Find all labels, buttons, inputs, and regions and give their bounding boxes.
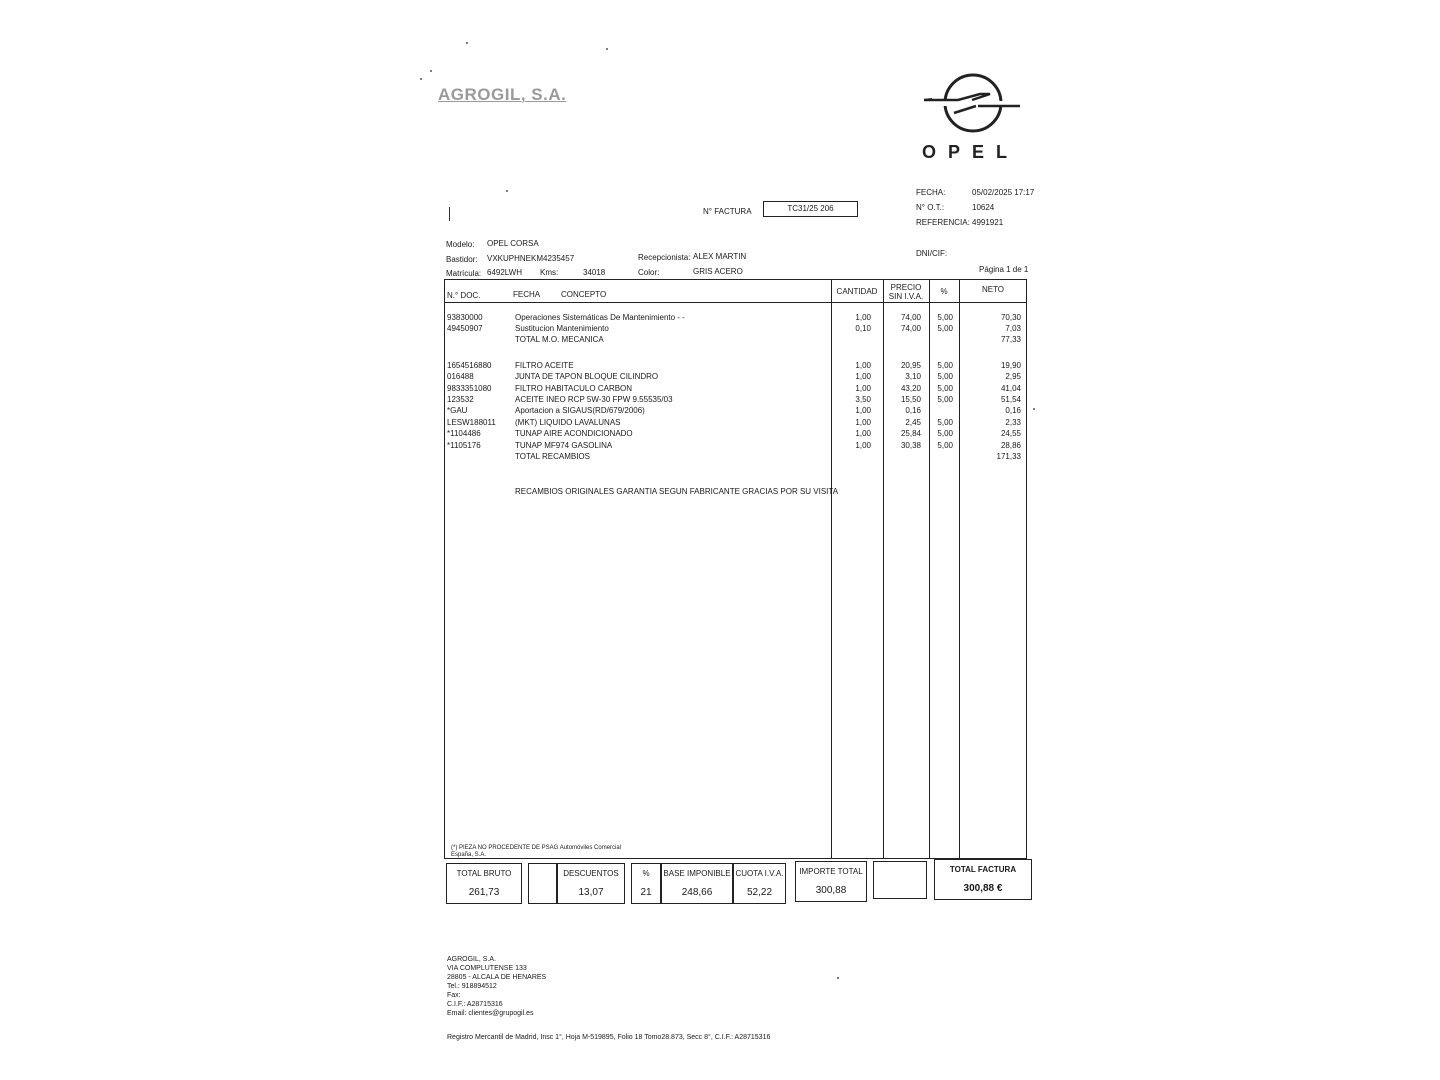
table-cell-pct: 5,00 [937,361,953,370]
bastidor-value: VXKUPHNEKM4235457 [487,254,575,263]
table-cell-pct: 5,00 [937,372,953,381]
recepcionista-value: ALEX MARTIN [693,252,747,261]
total-bruto-value: 261,73 [468,887,500,898]
table-cell-cant: 1,00 [855,429,871,438]
scan-speck [420,78,422,80]
factura-label: N° FACTURA [703,207,752,216]
table-cell-concepto: TOTAL M.O. MECANICA [515,335,604,344]
base-imponible-value: 248,66 [681,887,713,898]
total-bruto-box [446,863,522,904]
table-cell-cant: 1,00 [855,406,871,415]
table-cell-precio: 2,45 [905,418,921,427]
table-cell-concepto: JUNTA DE TAPON BLOQUE CILINDRO [515,372,659,381]
footnote-line2: España, S.A. [451,852,487,858]
table-cell-precio: 74,00 [900,313,921,322]
total-bruto-label: TOTAL BRUTO [456,869,512,878]
table-cell-neto: 24,55 [1000,429,1021,438]
table-cell-doc: LESW188011 [447,418,496,427]
footer-email: Email: clientes@grupogil.es [447,1010,534,1017]
table-cell-pct: 5,00 [937,384,953,393]
cuota-iva-value: 52,22 [746,887,773,898]
empty-box [873,861,927,899]
scan-mark [449,207,450,221]
kms-label: Kms: [540,268,559,277]
table-cell-precio: 74,00 [900,324,921,333]
referencia-value: 4991921 [972,218,1004,227]
table-cell-neto: 19,90 [1000,361,1021,370]
empty-box [528,863,557,904]
table-cell-concepto: TUNAP MF974 GASOLINA [515,441,613,450]
table-cell-concepto: Aportacion a SIGAUS(RD/679/2006) [515,406,645,415]
table-cell-cant: 1,00 [855,418,871,427]
descuentos-box [557,863,625,904]
page-indicator: Página 1 de 1 [979,265,1029,274]
iva-pct-value: 21 [640,887,652,898]
table-cell-neto: 77,33 [1000,335,1021,344]
table-cell-concepto: (MKT) LIQUIDO LAVALUNAS [515,418,621,427]
table-cell-neto: 41,04 [1000,384,1021,393]
table-cell-neto: 0,16 [1005,406,1021,415]
table-cell-neto: 7,03 [1005,324,1021,333]
table-cell-cant: 1,00 [855,384,871,393]
modelo-label: Modelo: [446,240,475,249]
table-cell-precio: 15,50 [900,395,921,404]
table-cell-precio: 0,16 [905,406,921,415]
color-value: GRIS ACERO [693,267,743,276]
cuota-iva-label: CUOTA I.V.A. [735,869,784,878]
matricula-label: Matrícula: [446,269,482,278]
table-cell-neto: 51,54 [1000,395,1021,404]
footer-city: 28805 - ALCALA DE HENARES [447,974,547,981]
table-cell-cant: 1,00 [855,361,871,370]
table-cell-pct: 5,00 [937,395,953,404]
table-cell-concepto: FILTRO ACEITE [515,361,574,370]
table-cell-doc: 49450907 [447,324,483,333]
footer-company: AGROGIL, S.A. [447,956,497,963]
table-cell-concepto: Sustitucion Mantenimiento [515,324,609,333]
footnote-line1: (*) PIEZA NO PROCEDENTE DE PSAG Automóviles Comercial [451,845,622,851]
table-cell-neto: 70,30 [1000,313,1021,322]
descuentos-label: DESCUENTOS [563,869,619,878]
table-cell-precio: 25,84 [900,429,921,438]
scan-speck [466,42,468,44]
importe-total-value: 300,88 [815,885,847,896]
color-label: Color: [638,268,660,277]
descuentos-value: 13,07 [578,887,604,898]
table-cell-precio: 43,20 [900,384,921,393]
fecha-label: FECHA: [916,188,946,197]
scan-speck [506,190,508,192]
matricula-value: 6492LWH [487,268,522,277]
iva-pct-box [631,863,661,904]
table-cell-concepto: ACEITE INEO RCP 5W-30 FPW 9.55535/03 [515,395,673,404]
ot-label: N° O.T.: [916,203,945,212]
table-cell-neto: 2,33 [1005,418,1021,427]
table-cell-precio: 30,38 [900,441,921,450]
footer-fax: Fax: [447,992,461,999]
table-cell-pct: 5,00 [937,418,953,427]
col-header-pct: % [940,287,948,296]
bastidor-label: Bastidor: [446,255,478,264]
table-cell-doc: 016488 [447,372,474,381]
table-cell-concepto: TOTAL RECAMBIOS [515,452,590,461]
scan-speck [606,48,608,50]
total-factura-label: TOTAL FACTURA [949,865,1017,874]
table-cell-pct: 5,00 [937,313,953,322]
modelo-value: OPEL CORSA [487,239,539,248]
base-imponible-box [661,863,733,904]
ot-value: 10624 [972,203,995,212]
referencia-label: REFERENCIA: [916,218,970,227]
col-header-doc: N.° DOC. [447,291,481,300]
scan-speck [837,977,839,979]
factura-number: TC31/25 206 [763,201,858,217]
col-header-precio: PRECIO [890,283,922,292]
col-header-neto: NETO [981,285,1005,294]
table-cell-doc: *1104486 [447,429,481,438]
table-cell-doc: *1105176 [447,441,481,450]
col-header-cantidad: CANTIDAD [836,287,878,296]
table-cell-doc: 123532 [447,395,474,404]
table-cell-neto: 171,33 [996,452,1021,461]
kms-value: 34018 [583,268,606,277]
table-cell-doc: 93830000 [447,313,483,322]
total-factura-box [934,859,1032,900]
table-cell-concepto: TUNAP AIRE ACONDICIONADO [515,429,633,438]
scan-speck [430,70,432,72]
table-cell-cant: 0,10 [855,324,871,333]
table-cell-cant: 1,00 [855,441,871,450]
garantia-note: RECAMBIOS ORIGINALES GARANTIA SEGUN FABRICANTE GRACIAS POR SU VISITA [515,487,839,496]
table-cell-cant: 1,00 [855,313,871,322]
table-cell-pct: 5,00 [937,441,953,450]
iva-pct-label: % [642,869,650,878]
base-imponible-label: BASE IMPONIBLE [663,869,731,878]
dni-label: DNI/CIF: [916,249,948,258]
col-header-sin-iva: SIN I.V.A. [888,292,924,301]
scan-speck [1033,408,1035,410]
recepcionista-label: Recepcionista: [638,253,691,262]
items-table [444,279,1027,859]
table-cell-neto: 2,95 [1005,372,1021,381]
table-cell-doc: 1654516880 [447,361,492,370]
importe-total-label: IMPORTE TOTAL [799,867,863,876]
table-cell-pct: 5,00 [937,429,953,438]
footer-cif: C.I.F.: A28715316 [447,1001,503,1008]
table-cell-concepto: FILTRO HABITACULO CARBON [515,384,633,393]
footer-tel: Tel.: 918894512 [447,983,497,990]
table-cell-precio: 20,95 [900,361,921,370]
table-cell-cant: 1,00 [855,372,871,381]
brand-name: OPEL [922,142,1020,162]
table-cell-neto: 28,86 [1000,441,1021,450]
cuota-iva-box [733,863,786,904]
col-header-fecha: FECHA [513,290,541,299]
opel-logo-icon [920,70,1030,140]
footer-address: VIA COMPLUTENSE 133 [447,965,527,972]
total-factura-value: 300,88 € [963,883,1003,894]
footer-registro: Registro Mercantil de Madrid, Insc 1°, Hoja M-519895, Folio 18 Tomo28.873, Secc 8°, C.I.F.: A28715316 [447,1034,771,1041]
fecha-value: 05/02/2025 17:17 [972,188,1035,197]
table-cell-doc: *GAU [447,406,468,415]
table-cell-doc: 9833351080 [447,384,492,393]
table-cell-pct: 5,00 [937,324,953,333]
importe-total-box [795,861,867,902]
table-cell-cant: 3,50 [855,395,871,404]
company-name: AGROGIL, S.A. [438,85,567,104]
col-header-concepto: CONCEPTO [561,290,607,299]
table-cell-precio: 3,10 [905,372,921,381]
table-cell-concepto: Operaciones Sistemáticas De Mantenimiento - - [515,313,685,322]
